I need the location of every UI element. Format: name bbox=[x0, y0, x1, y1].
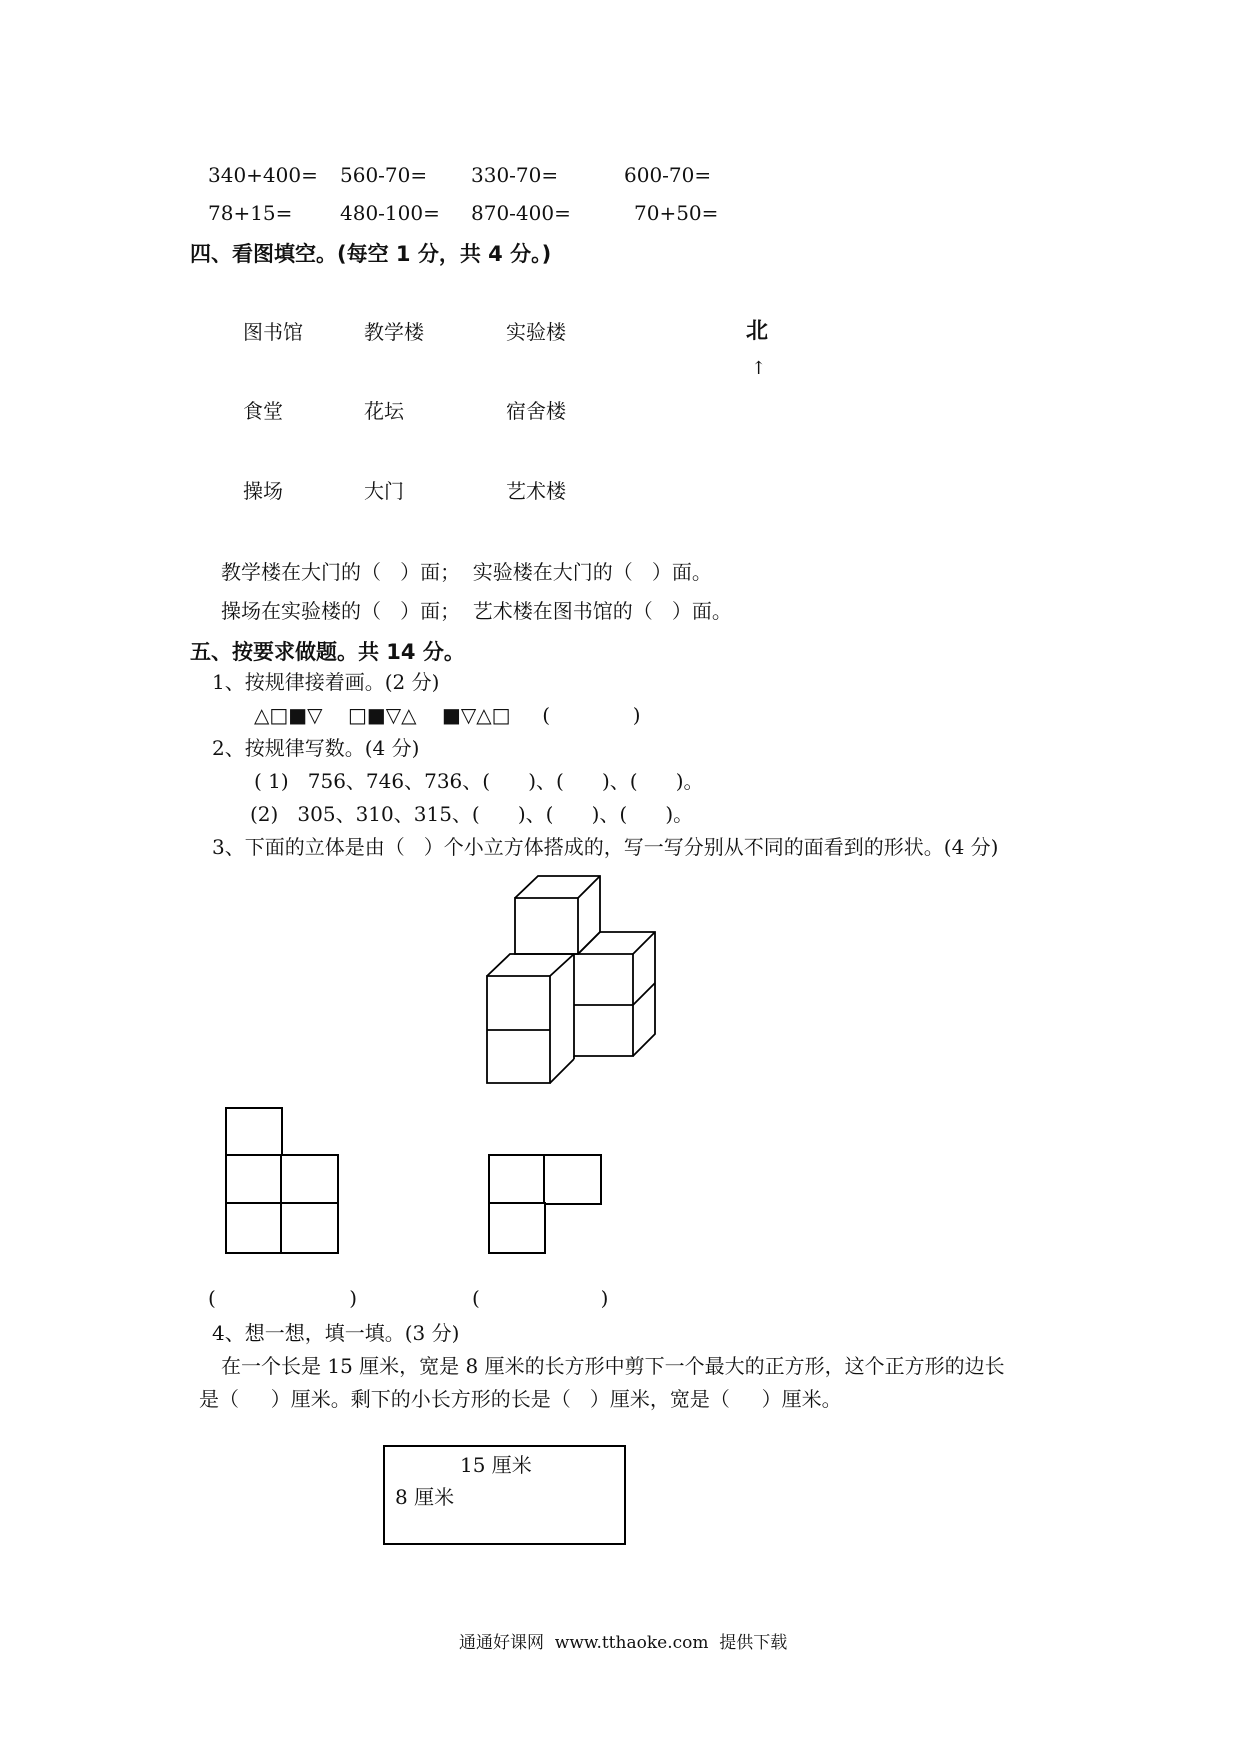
number-seq-1: ( 1) 756、746、736、( )、( )、( )。 bbox=[254, 769, 704, 793]
arith-1-4: 600-70= bbox=[624, 163, 712, 187]
rectangle-length-label: 15 厘米 bbox=[460, 1453, 532, 1477]
arith-1-1: 340+400= bbox=[208, 163, 318, 187]
arith-2-3: 870-400= bbox=[471, 201, 571, 225]
number-seq-2: (2) 305、310、315、( )、( )、( )。 bbox=[250, 802, 694, 826]
map-r2-c3: 宿舍楼 bbox=[506, 399, 566, 423]
map-r2-c1: 食堂 bbox=[243, 399, 283, 423]
s5-part-4-line-1: 在一个长是 15 厘米，宽是 8 厘米的长方形中剪下一个最大的正方形，这个正方形的边长 bbox=[221, 1354, 1005, 1378]
s5-part-1: 1、按规律接着画。(2 分) bbox=[212, 670, 440, 694]
map-r1-c2: 教学楼 bbox=[364, 320, 424, 344]
arith-1-2: 560-70= bbox=[340, 163, 428, 187]
map-r3-c2: 大门 bbox=[364, 479, 404, 503]
footer-text: 通通好课网 www.tthaoke.com 提供下载 bbox=[459, 1633, 788, 1653]
view-2-answer-paren: ( ) bbox=[472, 1286, 609, 1310]
view-1-answer-paren: ( ) bbox=[208, 1286, 358, 1310]
s4-question-2: 操场在实验楼的（ ）面； 艺术楼在图书馆的（ ）面。 bbox=[221, 599, 732, 623]
s4-question-1: 教学楼在大门的（ ）面； 实验楼在大门的（ ）面。 bbox=[221, 560, 712, 584]
arith-1-3: 330-70= bbox=[471, 163, 559, 187]
s5-part-2: 2、按规律写数。(4 分) bbox=[212, 736, 420, 760]
arith-2-1: 78+15= bbox=[208, 201, 293, 225]
map-r1-c1: 图书馆 bbox=[243, 320, 303, 344]
arith-2-2: 480-100= bbox=[340, 201, 440, 225]
map-r2-c2: 花坛 bbox=[364, 399, 404, 423]
shape-sequence: △□■▽ □■▽△ ■▽△□ ( ) bbox=[254, 703, 641, 727]
arith-2-4: 70+50= bbox=[634, 201, 719, 225]
section-5-title: 五、按要求做题。共 14 分。 bbox=[190, 640, 465, 664]
map-r1-c3: 实验楼 bbox=[506, 320, 566, 344]
cube-stack-figure bbox=[480, 870, 660, 1090]
s5-part-4-line-2: 是（ ）厘米。剩下的小长方形的长是（ ）厘米，宽是（ ）厘米。 bbox=[199, 1387, 842, 1411]
section-4-title: 四、看图填空。(每空 1 分，共 4 分。) bbox=[190, 242, 552, 266]
s5-part-4: 4、想一想，填一填。(3 分) bbox=[212, 1321, 460, 1345]
map-r3-c3: 艺术楼 bbox=[506, 479, 566, 503]
north-arrow-icon: ↑ bbox=[751, 358, 767, 379]
s5-part-3: 3、下面的立体是由（ ）个小立方体搭成的，写一写分别从不同的面看到的形状。(4 分) bbox=[212, 835, 999, 859]
map-r3-c1: 操场 bbox=[243, 479, 283, 503]
rectangle-width-label: 8 厘米 bbox=[395, 1485, 455, 1509]
north-label: 北 bbox=[746, 319, 769, 344]
